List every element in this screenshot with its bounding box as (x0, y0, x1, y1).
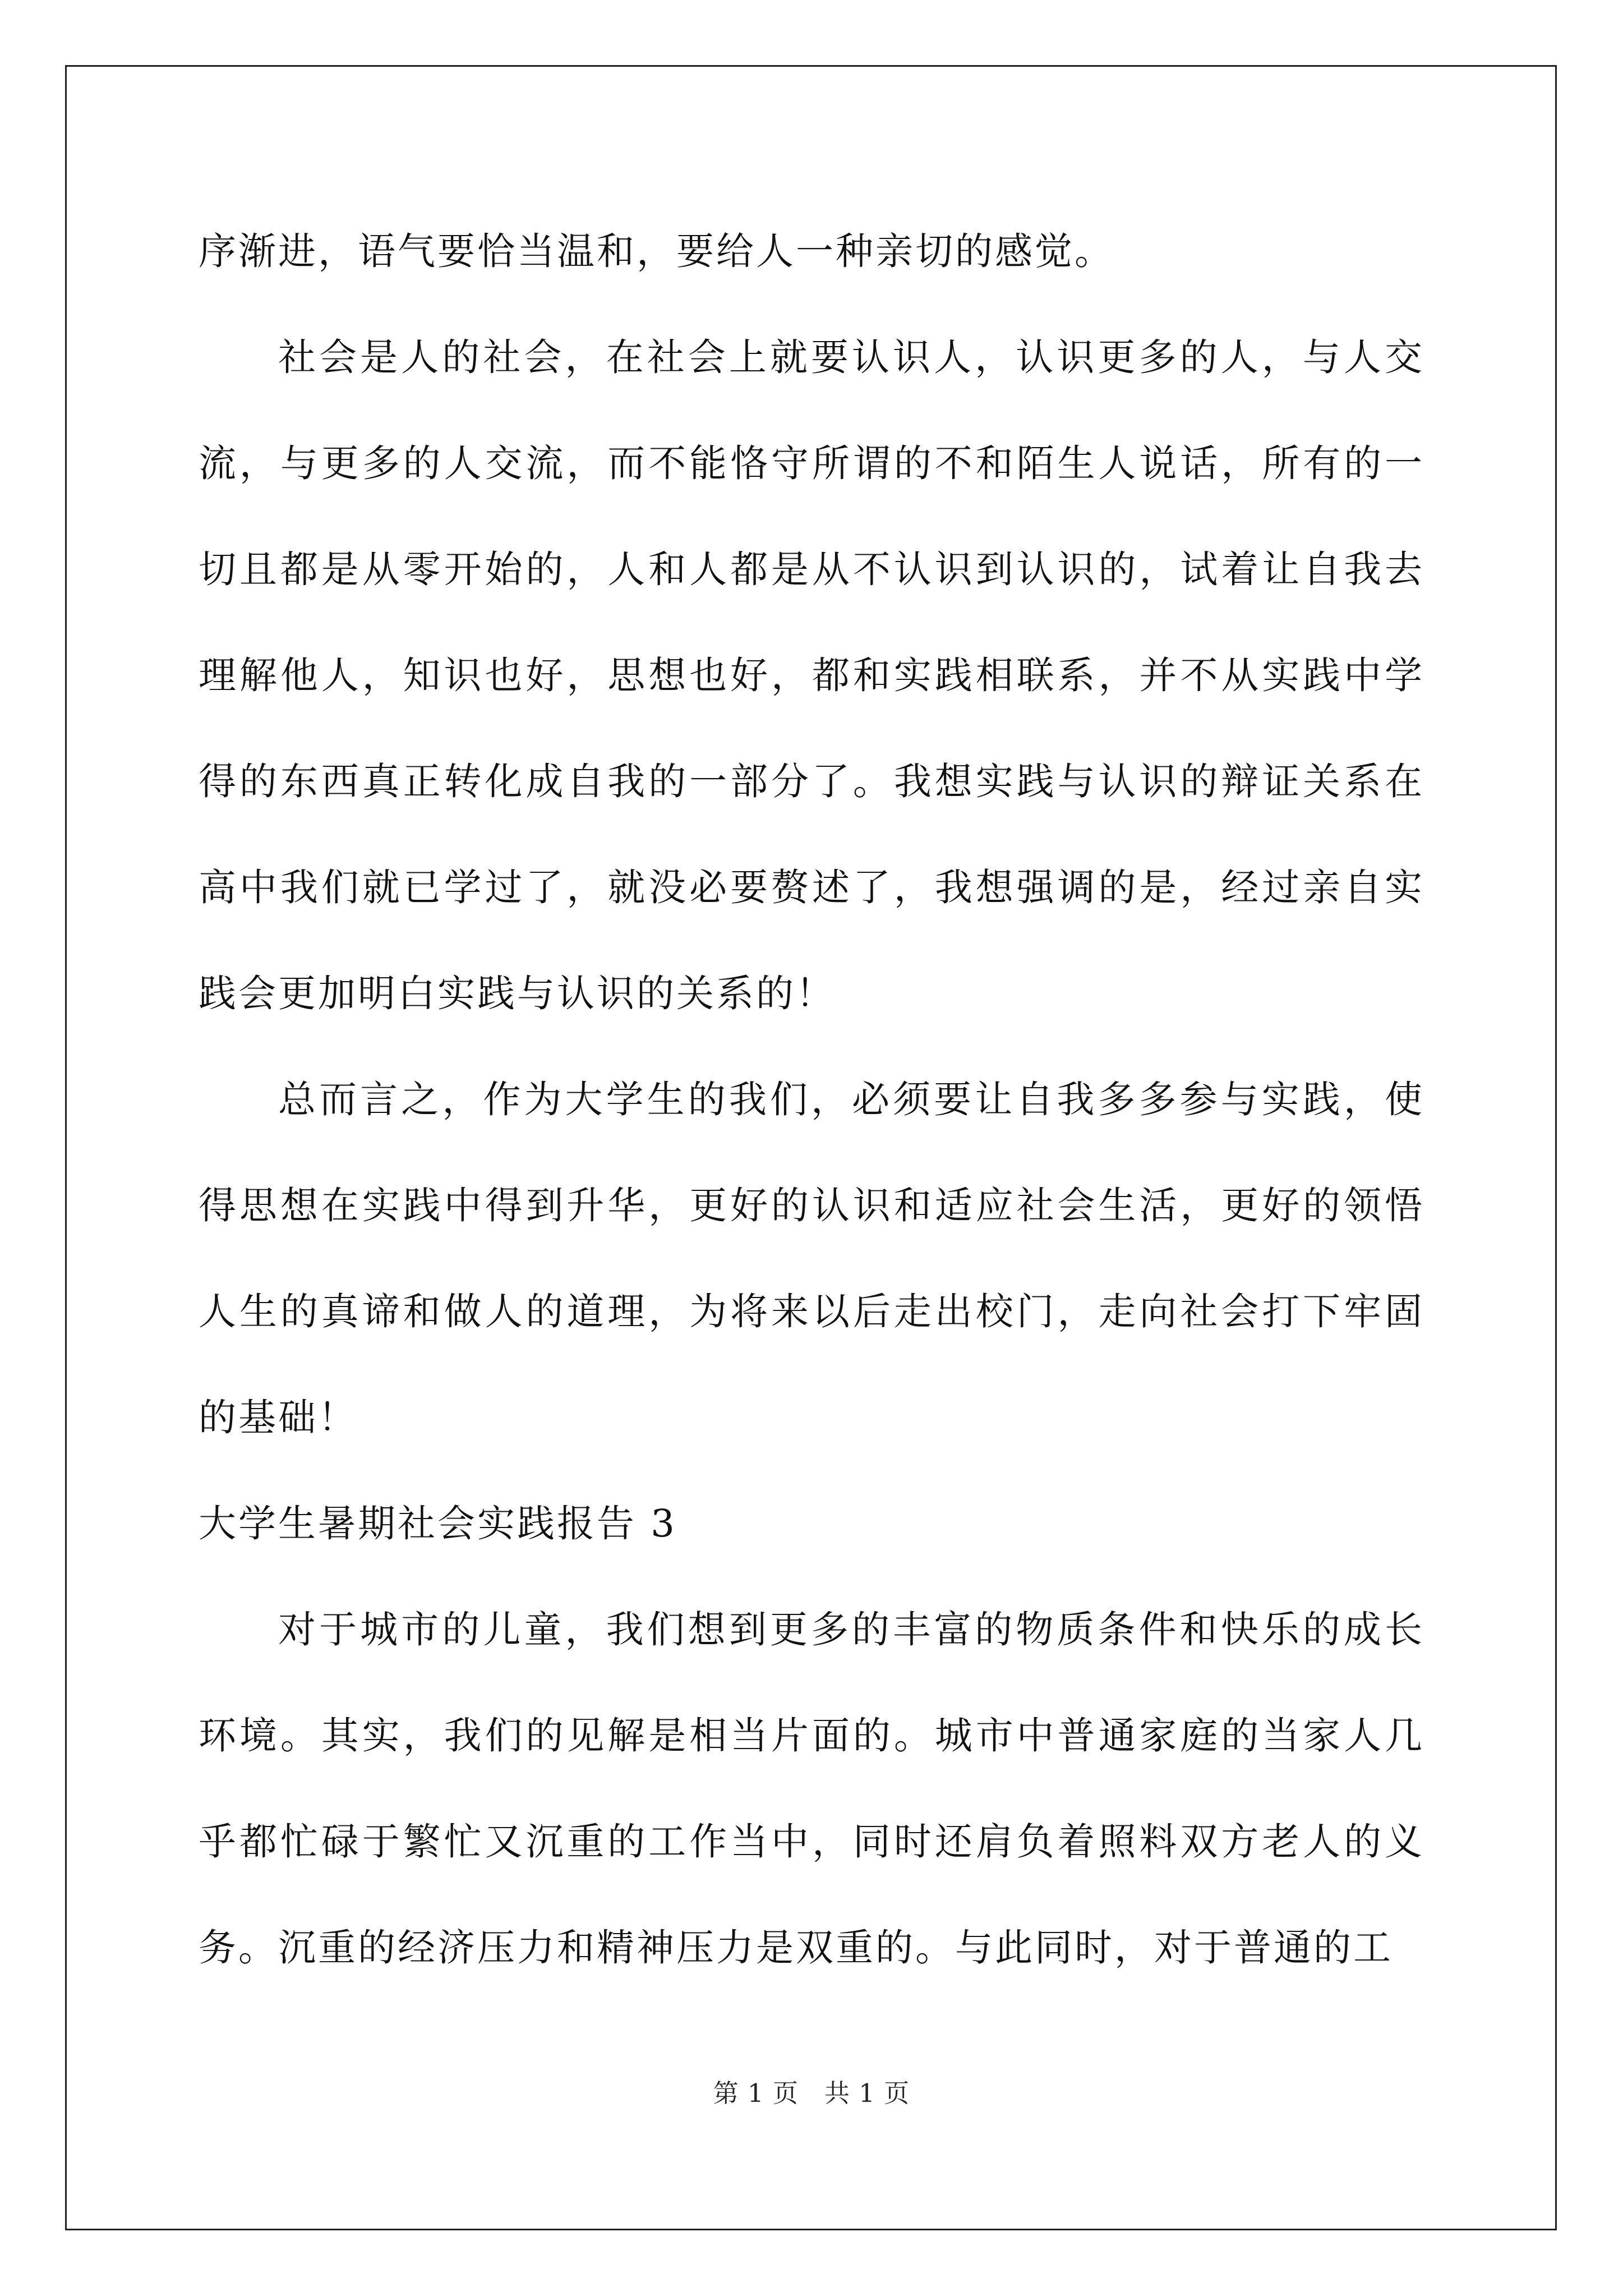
paragraph-continuation: 序渐进，语气要恰当温和，要给人一种亲切的感觉。 (199, 229, 1114, 273)
paragraph-social-interaction: 社会是人的社会，在社会上就要认识人，认识更多的人，与人交流，与更多的人交流，而不能恪守所谓的不和陌生人说话，所有的一切且都是从零开始的，人和人都是从不认识到认识的，试着让自我去理解他人，知识也好，思想也好，都和实践相联系，并不从实践中学得的东西真正转化成自我的一部分了。我想实践与认识的辩证关系在高中我们就已学过了，就没必要赘述了，我想强调的是，经过亲自实践会更加明白实践与认识的关系的！ (199, 335, 1424, 1015)
paragraph-conclusion: 总而言之，作为大学生的我们，必须要让自我多多参与实践，使得思想在实践中得到升华，更好的认识和适应社会生活，更好的领悟人生的真谛和做人的道理，为将来以后走出校门，走向社会打下牢固的基础！ (199, 1078, 1424, 1439)
paragraph-urban-children: 对于城市的儿童，我们想到更多的丰富的物质条件和快乐的成长环境。其实，我们的见解是相当片面的。城市中普通家庭的当家人几乎都忙碌于繁忙又沉重的工作当中，同时还肩负着照料双方老人的义务。沉重的经济压力和精神压力是双重的。与此同时，对于普通的工 (199, 1608, 1424, 1970)
document-body (199, 199, 1424, 2001)
page-footer: 第 1 页 共 1 页 (713, 2078, 910, 2108)
section-heading: 大学生暑期社会实践报告 3 (199, 1502, 677, 1545)
